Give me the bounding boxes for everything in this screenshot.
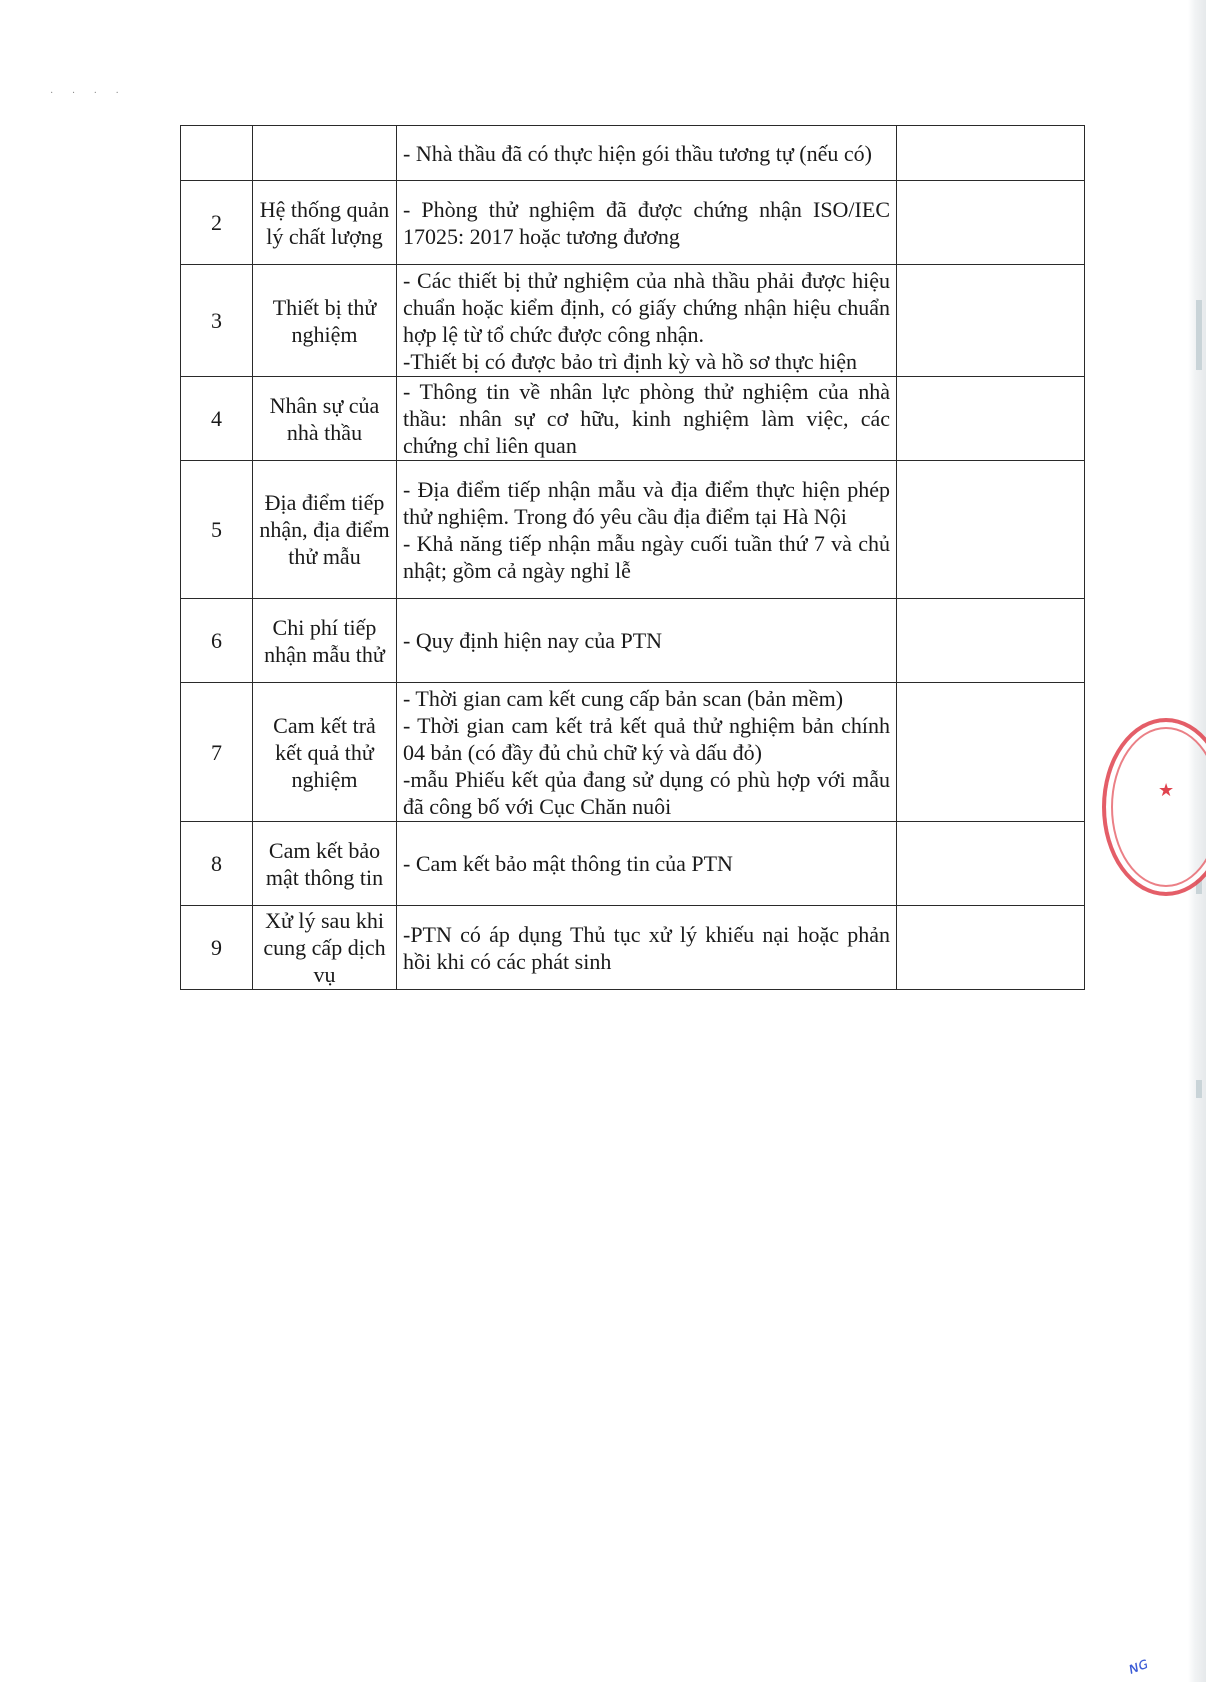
table-row [181, 683, 1085, 822]
criteria-table [180, 125, 1085, 990]
requirement-line: - Địa điểm tiếp nhận mẫu và địa điểm thực hiện phép thử nghiệm. Trong đó yêu cầu địa điểm tại Hà Nội [403, 476, 890, 529]
row-number: 2 [181, 181, 253, 265]
row-number [181, 126, 253, 181]
requirement-line: -PTN có áp dụng Thủ tục xử lý khiếu nại hoặc phản hồi khi có các phát sinh [403, 921, 890, 974]
row-number: 4 [181, 377, 253, 461]
row-number: 5 [181, 461, 253, 599]
criterion-name: Cam kết trả kết quả thử nghiệm [253, 683, 397, 822]
red-seal-icon [1102, 718, 1206, 896]
criterion-name: Thiết bị thử nghiệm [253, 265, 397, 377]
requirements-cell [397, 181, 897, 265]
note-cell [897, 906, 1085, 990]
row-number: 3 [181, 265, 253, 377]
edge-mark [1196, 1080, 1202, 1098]
table-row [181, 126, 1085, 181]
seal-star-icon: ★ [1158, 780, 1175, 801]
handwritten-mark-icon: ɴɢ [1125, 1653, 1151, 1678]
requirements-cell [397, 683, 897, 822]
note-cell [897, 683, 1085, 822]
requirements-cell [397, 599, 897, 683]
requirement-line: -Thiết bị có được bảo trì định kỳ và hồ sơ thực hiện [403, 348, 858, 374]
row-number: 9 [181, 906, 253, 990]
criterion-name: Hệ thống quản lý chất lượng [253, 181, 397, 265]
scan-specks: · · · · [50, 88, 127, 99]
note-cell [897, 265, 1085, 377]
criterion-name: Cam kết bảo mật thông tin [253, 822, 397, 906]
table-row [181, 461, 1085, 599]
requirement-line: - Phòng thử nghiệm đã được chứng nhận ISO/IEC 17025: 2017 hoặc tương đương [403, 196, 890, 249]
requirement-line: - Khả năng tiếp nhận mẫu ngày cuối tuần thứ 7 và chủ nhật; gồm cả ngày nghỉ lễ [403, 530, 890, 583]
requirement-line: - Các thiết bị thử nghiệm của nhà thầu phải được hiệu chuẩn hoặc kiểm định, có giấy chứng nhận hiệu chuẩn hợp lệ từ tổ chức được công nhận. [403, 267, 890, 347]
row-number: 6 [181, 599, 253, 683]
requirement-line: -mẫu Phiếu kết qủa đang sử dụng có phù hợp với mẫu đã công bố với Cục Chăn nuôi [403, 766, 890, 819]
criterion-name [253, 126, 397, 181]
requirements-cell [397, 126, 897, 181]
requirement-line: - Thông tin về nhân lực phòng thử nghiệm của nhà thầu: nhân sự cơ hữu, kinh nghiệm làm việc, các chứng chỉ liên quan [403, 379, 890, 458]
requirements-cell [397, 822, 897, 906]
requirement-line: - Thời gian cam kết cung cấp bản scan (bản mềm) [403, 685, 844, 711]
table-row [181, 181, 1085, 265]
requirements-cell [397, 265, 897, 377]
criterion-name: Địa điểm tiếp nhận, địa điểm thử mẫu [253, 461, 397, 599]
table-row [181, 599, 1085, 683]
requirement-line: - Thời gian cam kết trả kết quả thử nghiệm bản chính 04 bản (có đầy đủ chủ chữ ký và dấu đỏ) [403, 712, 890, 765]
note-cell [897, 126, 1085, 181]
table-row [181, 377, 1085, 461]
note-cell [897, 377, 1085, 461]
note-cell [897, 599, 1085, 683]
requirement-line: - Quy định hiện nay của PTN [403, 628, 663, 653]
requirements-cell [397, 461, 897, 599]
row-number: 7 [181, 683, 253, 822]
criterion-name: Xử lý sau khi cung cấp dịch vụ [253, 906, 397, 990]
table-row [181, 822, 1085, 906]
edge-mark [1196, 300, 1202, 370]
requirements-cell [397, 906, 897, 990]
row-number: 8 [181, 822, 253, 906]
table-row [181, 265, 1085, 377]
note-cell [897, 822, 1085, 906]
note-cell [897, 181, 1085, 265]
requirements-cell [397, 377, 897, 461]
table-body [181, 126, 1085, 990]
criterion-name: Chi phí tiếp nhận mẫu thử [253, 599, 397, 683]
requirement-line: - Nhà thầu đã có thực hiện gói thầu tương tự (nếu có) [403, 140, 872, 166]
table-row [181, 906, 1085, 990]
criterion-name: Nhân sự của nhà thầu [253, 377, 397, 461]
note-cell [897, 461, 1085, 599]
requirement-line: - Cam kết bảo mật thông tin của PTN [403, 851, 733, 876]
